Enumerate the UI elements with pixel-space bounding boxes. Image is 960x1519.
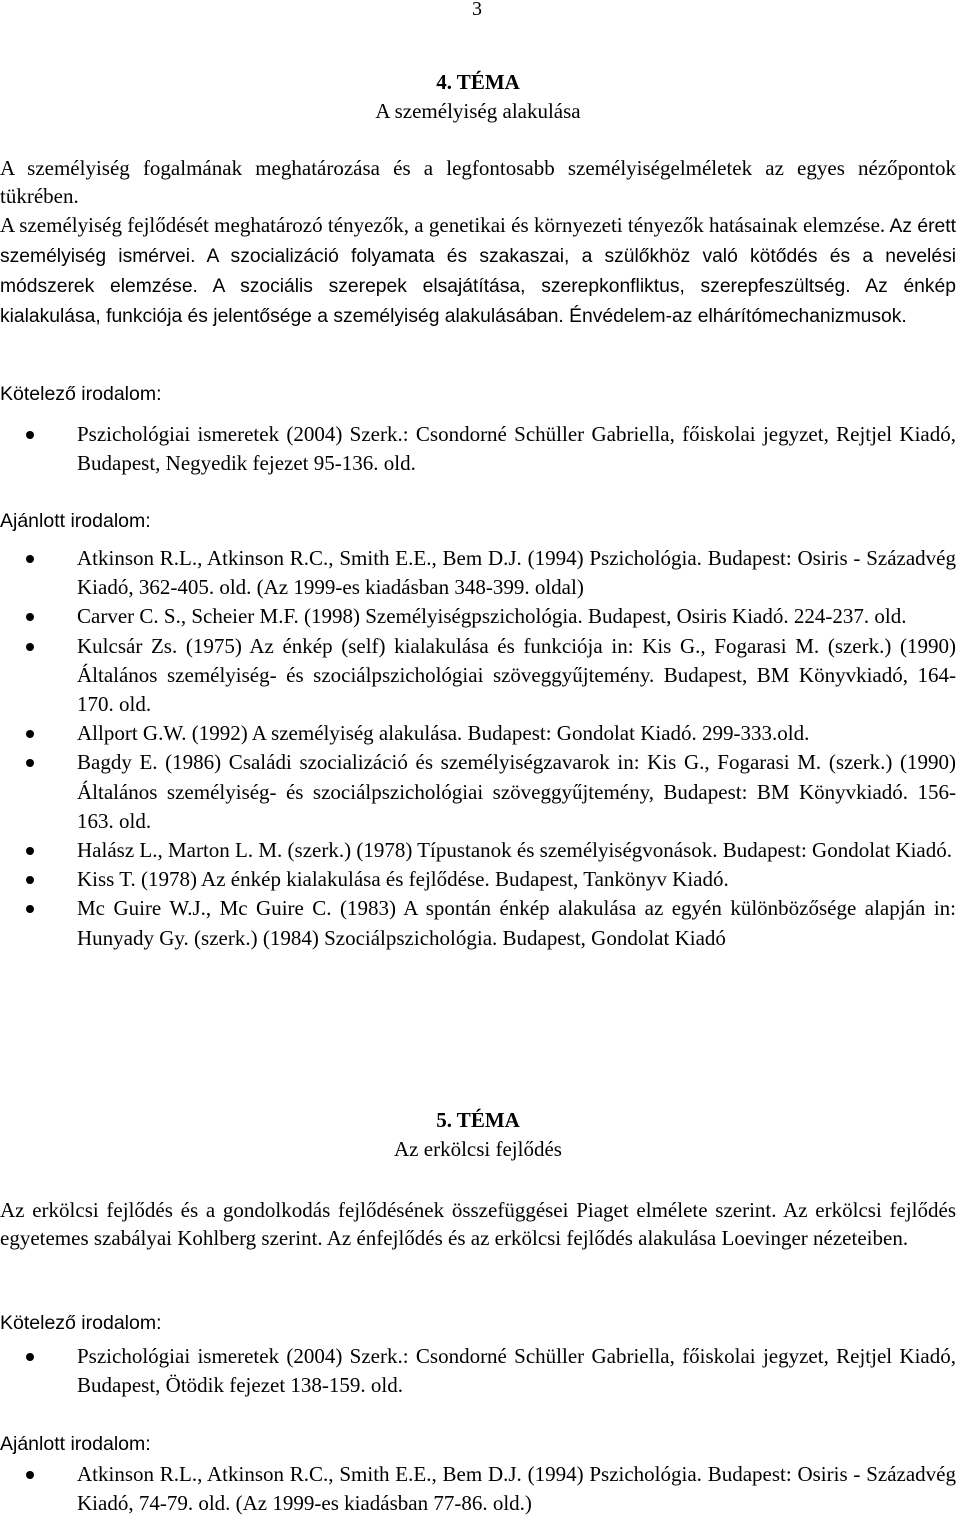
topic4-subtitle: A személyiség alakulása (375, 99, 581, 123)
list-item-text: Atkinson R.L., Atkinson R.C., Smith E.E., Bem D.J. (1994) Pszichológia. Budapest: Osiris - Századvég Kiadó, 74-79. old. (Az 1999-es kiadásban 77-86. old.) (77, 1462, 956, 1516)
list-item-text: Bagdy E. (1986) Családi szocializáció és személyiségzavarok in: Kis G., Fogarasi M. (szerk.) (1990) Általános személyiség- és szociálpszichológiai szöveggyűjtemény, Budapest: BM Könyvkiadó. 156-163. old. (77, 750, 956, 833)
list-item-text: Atkinson R.L., Atkinson R.C., Smith E.E., Bem D.J. (1994) Pszichológia. Budapest: Osiris - Századvég Kiadó, 362-405. old. (Az 1999-es kiadásban 348-399. oldal) (77, 546, 956, 600)
topic4-recommended-list (0, 544, 956, 953)
topic5-required-list (0, 1342, 956, 1400)
list-item (0, 632, 956, 720)
list-item-text: Halász L., Marton L. M. (szerk.) (1978) Típustanok és személyiségvonások. Budapest: Gondolat Kiadó. (77, 838, 953, 863)
topic5-recommended-list (0, 1460, 956, 1518)
topic4-required-list (0, 420, 956, 478)
list-item-text: Kiss T. (1978) Az énkép kialakulása és fejlődése. Budapest, Tankönyv Kiadó. (77, 867, 729, 892)
topic5-title: 5. TÉMA (436, 1108, 520, 1132)
bullet-icon (26, 1353, 34, 1361)
list-item (0, 836, 956, 865)
topic4-intro-rest: Az érett személyiség ismérvei. A szocializáció folyamata és szakaszai, a szülőkhöz való kötődés és a nevelési módszerek elemzése. A szociális szerepek elsajátítása, szerepkonfliktus, szerepfeszültség. Az énkép kialakulása, funkciója és jelentősége a személyiség alakulásában. Énvédelem-az elhárítómechanizmusok. (0, 215, 956, 328)
list-item (0, 602, 956, 631)
bullet-icon (26, 1471, 34, 1479)
list-item-text: Pszichológiai ismeretek (2004) Szerk.: Csondorné Schüller Gabriella, főiskolai jegyzet, Rejtjel Kiadó, Budapest, Negyedik fejezet 95-136. old. (77, 422, 956, 476)
list-item (0, 1460, 956, 1518)
bullet-icon (26, 847, 34, 855)
list-item (0, 544, 956, 602)
list-item (0, 748, 956, 836)
topic4-recommended-heading: Ajánlott irodalom: (0, 510, 151, 532)
list-item (0, 1342, 956, 1400)
list-item-text: Carver C. S., Scheier M.F. (1998) Személyiségpszichológia. Budapest, Osiris Kiadó. 224-237. old. (77, 604, 907, 629)
list-item (0, 420, 956, 478)
topic4-required-heading: Kötelező irodalom: (0, 383, 162, 405)
bullet-icon (26, 555, 34, 563)
topic5-subtitle: Az erkölcsi fejlődés (394, 1137, 562, 1161)
bullet-icon (26, 759, 34, 767)
list-item (0, 865, 956, 894)
list-item-text: Allport G.W. (1992) A személyiség alakulása. Budapest: Gondolat Kiadó. 299-333.old. (77, 721, 810, 746)
topic4-heading (0, 68, 956, 126)
list-item (0, 719, 956, 748)
topic5-heading (0, 1106, 956, 1164)
list-item-text: Mc Guire W.J., Mc Guire C. (1983) A spontán énkép alakulása az egyén különbözősége alapján in: Hunyady Gy. (szerk.) (1984) Szociálpszichológia. Budapest, Gondolat Kiadó (77, 896, 956, 950)
bullet-icon (26, 730, 34, 738)
page-number: 3 (472, 0, 482, 20)
bullet-icon (26, 431, 34, 439)
list-item (0, 894, 956, 952)
topic5-recommended-heading: Ajánlott irodalom: (0, 1433, 151, 1455)
topic4-intro-sentence-1: A személyiség fogalmának meghatározása és a legfontosabb személyiségelméletek az egyes nézőpontok tükrében. (0, 156, 956, 209)
topic4-intro-sentence-2: A személyiség fejlődését meghatározó tényezők, a genetikai és környezeti tényezők hatásainak elemzése. (0, 212, 886, 237)
bullet-icon (26, 613, 34, 621)
topic5-required-heading: Kötelező irodalom: (0, 1312, 162, 1334)
topic4-title: 4. TÉMA (436, 70, 520, 94)
list-item-text: Kulcsár Zs. (1975) Az énkép (self) kialakulása és funkciója in: Kis G., Fogarasi M. (szerk.) (1990) Általános személyiség- és szociálpszichológiai szöveggyűjtemény. Budapest, BM Könyvkiadó, 164-170. old. (77, 633, 956, 717)
bullet-icon (26, 643, 34, 651)
bullet-icon (26, 905, 34, 913)
bullet-icon (26, 876, 34, 884)
list-item-text: Pszichológiai ismeretek (2004) Szerk.: Csondorné Schüller Gabriella, főiskolai jegyzet, Rejtjel Kiadó, Budapest, Ötödik fejezet 138-159. old. (77, 1344, 956, 1398)
topic5-intro: Az erkölcsi fejlődés és a gondolkodás fejlődésének összefüggései Piaget elmélete szerint. Az erkölcsi fejlődés egyetemes szabályai Kohlberg szerint. Az énfejlődés és az erkölcsi fejlődés alakulása Loevinger nézeteiben. (0, 1198, 956, 1251)
topic4-intro (0, 154, 956, 332)
